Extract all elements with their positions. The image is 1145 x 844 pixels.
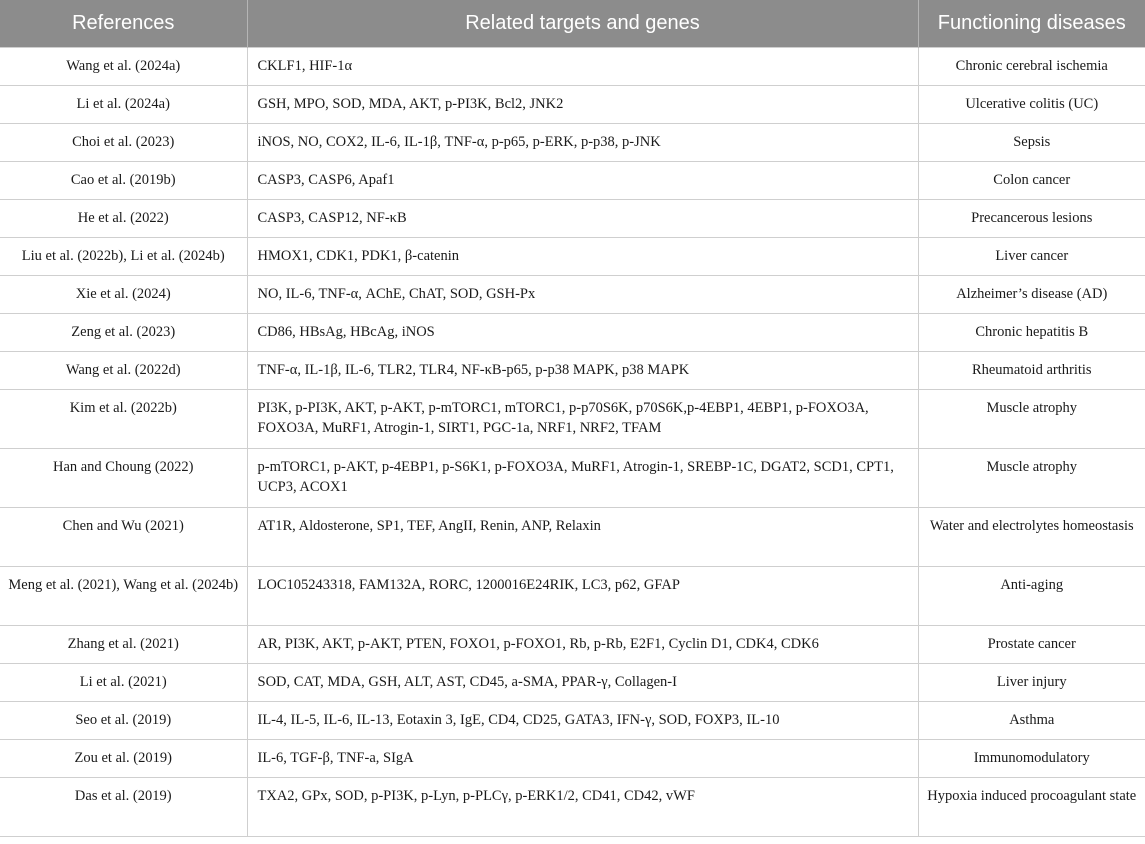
reference-cell: Das et al. (2019) (0, 778, 247, 837)
header-references: References (0, 0, 247, 48)
reference-cell: Choi et al. (2023) (0, 124, 247, 162)
table-row (0, 449, 1145, 508)
table-row (0, 567, 1145, 626)
disease-cell: Alzheimer’s disease (AD) (918, 276, 1145, 314)
reference-cell: Seo et al. (2019) (0, 702, 247, 740)
reference-cell: He et al. (2022) (0, 200, 247, 238)
reference-cell: Meng et al. (2021), Wang et al. (2024b) (0, 567, 247, 626)
table-row (0, 352, 1145, 390)
table-row (0, 314, 1145, 352)
disease-cell: Colon cancer (918, 162, 1145, 200)
disease-cell: Liver injury (918, 664, 1145, 702)
header-functioning-diseases: Functioning diseases (918, 0, 1145, 48)
reference-cell: Wang et al. (2022d) (0, 352, 247, 390)
disease-cell: Chronic cerebral ischemia (918, 48, 1145, 86)
table-row (0, 626, 1145, 664)
reference-cell: Zeng et al. (2023) (0, 314, 247, 352)
reference-cell: Wang et al. (2024a) (0, 48, 247, 86)
disease-cell: Rheumatoid arthritis (918, 352, 1145, 390)
genes-cell: CASP3, CASP6, Apaf1 (247, 162, 918, 200)
genes-cell: LOC105243318, FAM132A, RORC, 1200016E24RIK, LC3, p62, GFAP (247, 567, 918, 626)
genes-cell: PI3K, p-PI3K, AKT, p-AKT, p-mTORC1, mTORC1, p-p70S6K, p70S6K,p-4EBP1, 4EBP1, p-FOXO3A, FOXO3A, MuRF1, Atrogin-1, SIRT1, PGC-1a, NRF1, NRF2, TFAM (247, 390, 918, 449)
table-row (0, 124, 1145, 162)
genes-cell: CASP3, CASP12, NF-κB (247, 200, 918, 238)
header-related-targets: Related targets and genes (247, 0, 918, 48)
reference-cell: Chen and Wu (2021) (0, 508, 247, 567)
genes-cell: AT1R, Aldosterone, SP1, TEF, AngII, Renin, ANP, Relaxin (247, 508, 918, 567)
disease-cell: Prostate cancer (918, 626, 1145, 664)
genes-cell: TXA2, GPx, SOD, p-PI3K, p-Lyn, p-PLCγ, p-ERK1/2, CD41, CD42, vWF (247, 778, 918, 837)
table-row (0, 740, 1145, 778)
genes-cell: iNOS, NO, COX2, IL-6, IL-1β, TNF-α, p-p65, p-ERK, p-p38, p-JNK (247, 124, 918, 162)
table-row (0, 390, 1145, 449)
reference-cell: Zhang et al. (2021) (0, 626, 247, 664)
reference-cell: Cao et al. (2019b) (0, 162, 247, 200)
disease-cell: Chronic hepatitis B (918, 314, 1145, 352)
genes-cell: HMOX1, CDK1, PDK1, β-catenin (247, 238, 918, 276)
table-row (0, 508, 1145, 567)
reference-cell: Li et al. (2024a) (0, 86, 247, 124)
header-row (0, 0, 1145, 48)
table-row (0, 200, 1145, 238)
table-row (0, 276, 1145, 314)
genes-cell: GSH, MPO, SOD, MDA, AKT, p-PI3K, Bcl2, JNK2 (247, 86, 918, 124)
table-row (0, 86, 1145, 124)
table-row (0, 238, 1145, 276)
disease-cell: Asthma (918, 702, 1145, 740)
disease-cell: Muscle atrophy (918, 449, 1145, 508)
reference-cell: Kim et al. (2022b) (0, 390, 247, 449)
reference-cell: Li et al. (2021) (0, 664, 247, 702)
genes-cell: TNF-α, IL-1β, IL-6, TLR2, TLR4, NF-κB-p65, p-p38 MAPK, p38 MAPK (247, 352, 918, 390)
genes-cell: CD86, HBsAg, HBcAg, iNOS (247, 314, 918, 352)
disease-cell: Liver cancer (918, 238, 1145, 276)
table-row (0, 702, 1145, 740)
genes-cell: IL-6, TGF-β, TNF-a, SIgA (247, 740, 918, 778)
table-row (0, 664, 1145, 702)
table-row (0, 162, 1145, 200)
genes-cell: p-mTORC1, p-AKT, p-4EBP1, p-S6K1, p-FOXO3A, MuRF1, Atrogin-1, SREBP-1C, DGAT2, SCD1, CPT1, UCP3, ACOX1 (247, 449, 918, 508)
reference-cell: Xie et al. (2024) (0, 276, 247, 314)
disease-cell: Precancerous lesions (918, 200, 1145, 238)
reference-cell: Han and Choung (2022) (0, 449, 247, 508)
genes-cell: SOD, CAT, MDA, GSH, ALT, AST, CD45, a-SMA, PPAR-γ, Collagen-I (247, 664, 918, 702)
disease-cell: Sepsis (918, 124, 1145, 162)
reference-cell: Liu et al. (2022b), Li et al. (2024b) (0, 238, 247, 276)
disease-cell: Water and electrolytes homeostasis (918, 508, 1145, 567)
disease-cell: Muscle atrophy (918, 390, 1145, 449)
disease-cell: Ulcerative colitis (UC) (918, 86, 1145, 124)
table-row (0, 778, 1145, 837)
genes-cell: AR, PI3K, AKT, p-AKT, PTEN, FOXO1, p-FOXO1, Rb, p-Rb, E2F1, Cyclin D1, CDK4, CDK6 (247, 626, 918, 664)
disease-cell: Immunomodulatory (918, 740, 1145, 778)
disease-cell: Anti-aging (918, 567, 1145, 626)
reference-cell: Zou et al. (2019) (0, 740, 247, 778)
genes-cell: CKLF1, HIF-1α (247, 48, 918, 86)
table-row (0, 48, 1145, 86)
genes-cell: IL-4, IL-5, IL-6, IL-13, Eotaxin 3, IgE, CD4, CD25, GATA3, IFN-γ, SOD, FOXP3, IL-10 (247, 702, 918, 740)
genes-cell: NO, IL-6, TNF-α, AChE, ChAT, SOD, GSH-Px (247, 276, 918, 314)
disease-cell: Hypoxia induced procoagulant state (918, 778, 1145, 837)
